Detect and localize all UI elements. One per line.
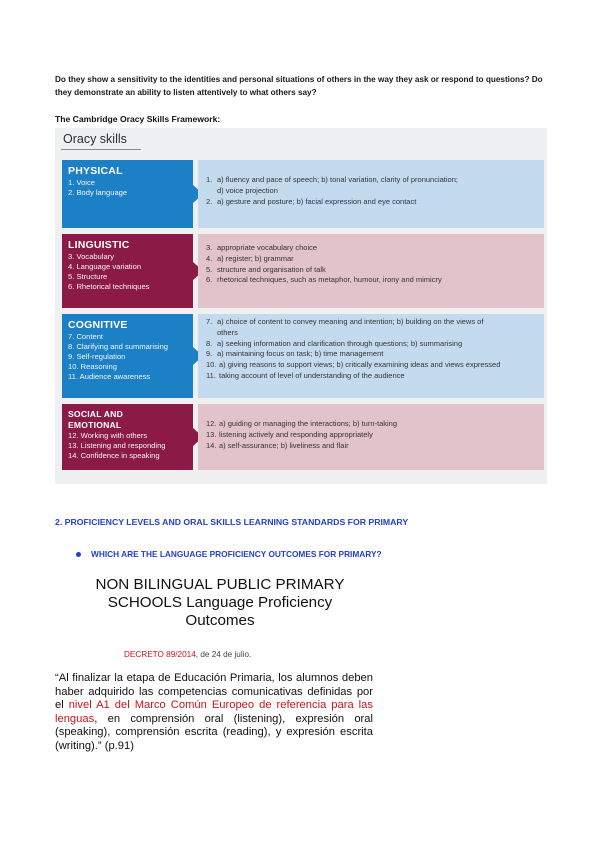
social-emotional-detail-line: 13. listening actively and responding appropriately: [206, 429, 373, 439]
social-emotional-category-box: [62, 404, 193, 470]
physical-category-label: PHYSICAL: [68, 165, 123, 177]
linguistic-item: 3. Vocabulary: [68, 252, 115, 261]
linguistic-category-box: [62, 234, 193, 308]
linguistic-row: [62, 234, 544, 308]
bullet-question: [76, 549, 382, 559]
framework-heading: The Cambridge Oracy Skills Framework:: [55, 114, 221, 124]
decree-end: .: [249, 650, 252, 659]
decree-date: , de 24 de julio: [195, 650, 250, 659]
social-emotional-category-label: EMOTIONAL: [68, 420, 122, 430]
linguistic-item: 6. Rhetorical techniques: [68, 282, 150, 291]
cognitive-detail-line: 7. a) choice of content to convey meaning and intention; b) building on the views of: [206, 317, 484, 326]
social-emotional-details-box: [198, 404, 544, 470]
social-emotional-category-label: SOCIAL AND: [68, 409, 123, 419]
linguistic-detail-line: 3. appropriate vocabulary choice: [206, 243, 318, 252]
cognitive-detail-line: 10. a) giving reasons to support views; b) critically examining ideas and views expressed: [206, 360, 501, 370]
decree-quote: [55, 672, 373, 754]
cognitive-category-label: COGNITIVE: [68, 319, 128, 331]
section-heading: 2. PROFICIENCY LEVELS AND ORAL SKILLS LEARNING STANDARDS FOR PRIMARY: [55, 517, 409, 527]
cognitive-item: 7. Content: [68, 332, 104, 341]
outcomes-title: [55, 576, 385, 630]
social-emotional-row: [62, 404, 544, 470]
social-emotional-item: 13. Listening and responding: [68, 441, 166, 450]
oracy-skills-figure: [55, 128, 547, 484]
social-emotional-detail-line: 12. a) guiding or managing the interactions; b) turn-taking: [206, 419, 398, 428]
linguistic-detail-line: 5. structure and organisation of talk: [206, 264, 326, 274]
cognitive-detail-line: 8. a) seeking information and clarification through questions; b) summarising: [206, 338, 463, 348]
decree-reference: [124, 650, 251, 659]
social-emotional-item: 12. Working with others: [68, 431, 148, 440]
cognitive-detail-line: others: [217, 327, 238, 337]
physical-detail-line: d) voice projection: [217, 185, 278, 195]
cognitive-item: 11. Audience awareness: [68, 372, 151, 381]
outcomes-title-line: Outcomes: [185, 612, 255, 629]
linguistic-detail-line: 4. a) register; b) grammar: [206, 253, 294, 263]
oracy-title-underline: [61, 149, 141, 150]
outcomes-title-line: SCHOOLS Language Proficiency: [107, 594, 333, 611]
outcomes-title-line: NON BILINGUAL PUBLIC PRIMARY: [95, 576, 345, 593]
physical-category-box: [62, 160, 193, 228]
quote-part: “Al finalizar la etapa de Educación Primaria, los alumnos deben haber adquirido las competencias comunicativas definidas por el: [55, 672, 373, 712]
physical-detail-line: 1. a) fluency and pace of speech; b) tonal variation, clarity of pronunciation;: [206, 175, 458, 184]
physical-item: 2. Body language: [68, 188, 128, 197]
linguistic-item: 4. Language variation: [68, 262, 142, 271]
linguistic-item: 5. Structure: [68, 272, 108, 281]
cognitive-item: 10. Reasoning: [68, 362, 117, 371]
bullet-question-text: WHICH ARE THE LANGUAGE PROFICIENCY OUTCOMES FOR PRIMARY?: [91, 549, 382, 559]
bullet-dot-icon: [76, 552, 81, 557]
cognitive-detail-line: 11. taking account of level of understanding of the audience: [206, 370, 405, 380]
cognitive-details-box: [198, 314, 544, 398]
physical-row: [62, 160, 544, 228]
cognitive-item: 8. Clarifying and summarising: [68, 342, 169, 351]
cognitive-item: 9. Self-regulation: [68, 352, 126, 361]
decree-label: DECRETO 89/2014: [124, 650, 196, 659]
physical-item: 1. Voice: [68, 178, 96, 187]
linguistic-detail-line: 6. rhetorical techniques, such as metaphor, humour, irony and mimicry: [206, 275, 442, 285]
linguistic-details-box: [198, 234, 544, 308]
oracy-title: Oracy skills: [63, 132, 127, 146]
social-emotional-detail-line: 14. a) self-assurance; b) liveliness and flair: [206, 440, 349, 450]
cognitive-category-box: [62, 314, 193, 398]
cognitive-detail-line: 9. a) maintaining focus on task; b) time management: [206, 349, 384, 359]
linguistic-category-label: LINGUISTIC: [68, 239, 130, 251]
intro-paragraph: Do they show a sensitivity to the identities and personal situations of others in the way they ask or respond to questions? Do they demonstrate an ability to listen attentively to what others say?: [55, 75, 543, 97]
physical-details-box: [198, 160, 544, 228]
cognitive-row: [62, 314, 544, 398]
quote-part: , en comprensión oral (listening), expresión oral (speaking), comprensión escrita (reading), y expresión escrita (writing).” (p.91): [55, 712, 373, 752]
social-emotional-item: 14. Confidence in speaking: [68, 451, 160, 460]
quote-highlight: nivel A1 del Marco Común Europeo de referencia para las lenguas: [55, 699, 373, 725]
physical-detail-line: 2. a) gesture and posture; b) facial expression and eye contact: [206, 196, 417, 206]
